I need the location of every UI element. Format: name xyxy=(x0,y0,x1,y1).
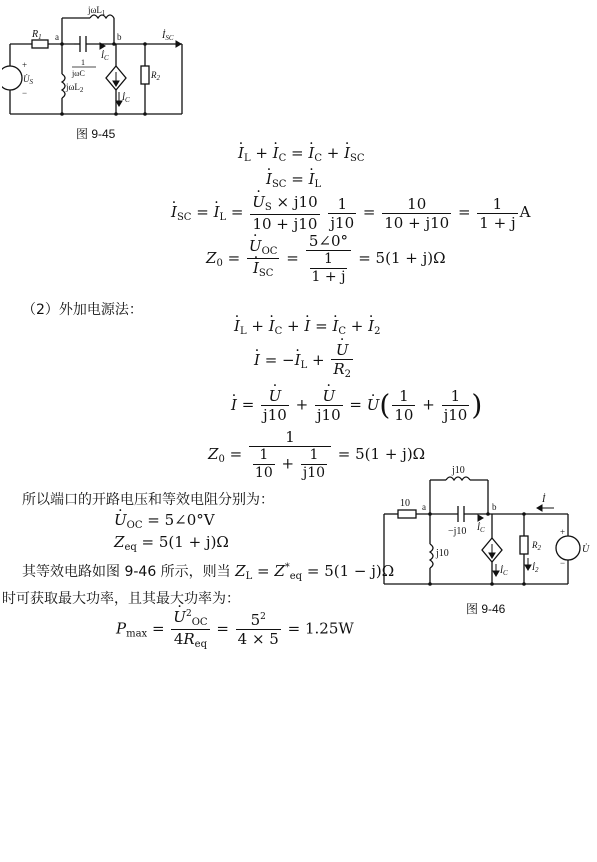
circuit-diagram-9-45 xyxy=(2,0,202,122)
r2-label: $R_2$ xyxy=(151,70,160,82)
capacitor-minus-j10-label: −j10 xyxy=(448,526,467,537)
equation-i-admittance: · I = · $\frac{U}{j10}$ + · $\frac{U}{j10}$ = · U( $\frac{1}{10}$ + $\frac{1}{j10}$ ) xyxy=(231,387,482,424)
equation-zeq: $Z_{eq} = 5(1 + j)\Omega$ xyxy=(114,533,229,553)
figure-caption-9-45: 图 9-45 xyxy=(76,127,116,141)
node-a-label: a xyxy=(422,502,426,512)
circuit-figure-9-45 xyxy=(2,0,202,122)
dependent-ic-label: $İ_C$ xyxy=(122,92,130,104)
node-b-label: b xyxy=(492,502,497,512)
equation-pmax: $P_{max}$ = · $\frac{U^2_{OC}}{4R_{eq}}$ = $\frac{5^2}{4 \times 5}$ = 1.25W xyxy=(116,608,354,651)
ic-current-label: $İ_C$ xyxy=(101,50,109,62)
text-equivalent-circuit: 其等效电路如图 9-46 所示，则当 $Z_L = Z^*_{eq} = 5(1 - j)\Omega$ xyxy=(22,562,395,582)
dependent-ic-label: $İ_C$ xyxy=(500,565,508,577)
left-inductor-label: jωL$_2$ xyxy=(66,82,84,94)
i2-label: $İ_2$ xyxy=(532,562,539,574)
top-inductor-label: jωL$_1$ xyxy=(88,5,106,17)
resistor-10-label: 10 xyxy=(400,498,410,509)
capacitor-label-num: 1 xyxy=(81,58,85,67)
node-a-label: a xyxy=(55,32,59,42)
r1-label: $R_1$ xyxy=(32,29,42,41)
circuit-diagram-9-46 xyxy=(382,460,594,588)
text-max-power: 时可获取最大功率，且其最大功率为： xyxy=(2,591,240,607)
source-plus: + xyxy=(22,60,28,70)
isc-label: $İ_{SC}$ xyxy=(162,30,174,42)
equation-isc-il: · $I_{SC}$ = · $I_L$ xyxy=(266,172,321,190)
equation-kcl-2: · $I_L$ + · $I_C$ + · I = · $I_C$ + · $I_2$ xyxy=(234,319,380,337)
equation-isc-value: · $I_{SC}$ = · $I_L$ = · $\frac{U_S \times j10}{10 + j10}$ $\frac{1}{j10}$ = $\frac{10}{10 + j10}$ = $\frac{1}{1 + j}$ A xyxy=(171,193,530,233)
source-us-label: $U̇_S$ xyxy=(23,74,33,86)
circuit-figure-9-46 xyxy=(382,460,594,588)
source-minus: − xyxy=(22,88,28,98)
equation-uoc: · $U_{OC}$ = 5∠0°V xyxy=(114,513,215,531)
source-minus: − xyxy=(560,558,566,568)
capacitor-label-den: jωC xyxy=(72,69,85,78)
source-plus: + xyxy=(560,527,566,537)
node-b-label: b xyxy=(117,32,122,42)
top-inductor-j10-label: j10 xyxy=(452,465,465,476)
i-current-label: İ xyxy=(542,494,546,505)
figure-caption-9-46: 图 9-46 xyxy=(466,602,506,616)
equation-z0-first: $Z_0$ = · $U_{OC}$ · $I_{SC}$ = $\frac{5\angle 0^\circ}{\frac{1}{1 + j}}$ = 5(1 + j)Ω xyxy=(206,232,446,286)
equation-z0-second: $Z_0$ = 1 $\frac{1}{10}$ + $\frac{1}{j10}$ = 5(1 + j)Ω xyxy=(208,428,426,481)
equation-i-expression: · I = −· $I_L$ + · $\frac{U}{R_2}$ xyxy=(254,341,355,381)
section-heading-external-source: （2）外加电源法： xyxy=(22,302,143,318)
left-inductor-j10-label: j10 xyxy=(436,548,449,559)
equation-kcl: · $I_L$ + · $I_C$ = · $I_C$ + · $I_{SC}$ xyxy=(238,146,365,164)
source-u-label: U̇ xyxy=(582,544,590,555)
ic-current-label: $İ_C$ xyxy=(477,522,485,534)
text-port-values: 所以端口的开路电压和等效电阻分别为： xyxy=(22,492,274,508)
r2-label: $R_2$ xyxy=(532,540,541,552)
